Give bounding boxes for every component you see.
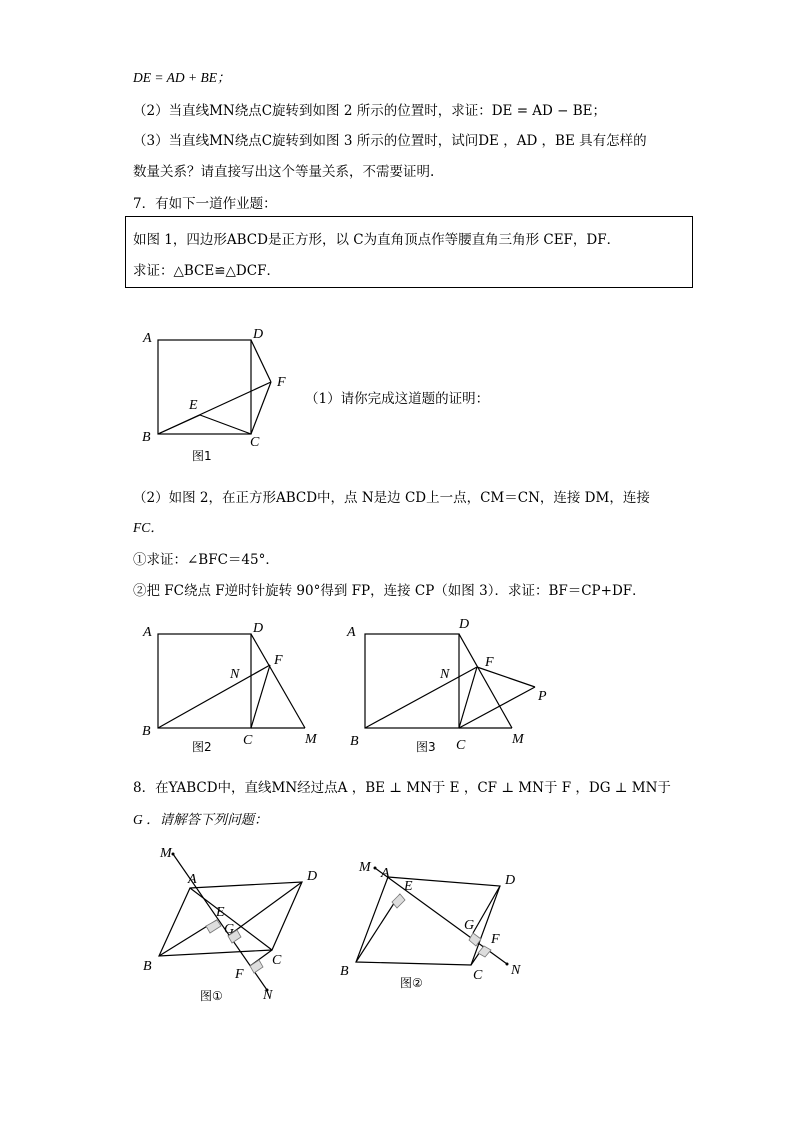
fig3-label-d: D	[459, 617, 470, 632]
fig5-label-c: C	[473, 968, 483, 983]
figure-5	[335, 840, 535, 995]
fig5-right-angle-f	[478, 946, 491, 957]
fig2-label-d: D	[253, 621, 264, 636]
problem-box	[125, 216, 693, 288]
fig3-caption: 图3	[416, 740, 436, 754]
fig5-label-n: N	[511, 963, 521, 978]
part-2-line-1: （2）如图 2，在正方形ABCD中，点 N是边 CD上一点，CM＝CN，连接 DM，连接	[133, 490, 650, 506]
fig4-label-n: N	[263, 988, 273, 1003]
problem-box-line-1: 如图 1，四边形ABCD是正方形，以 C为直角顶点作等腰直角三角形 CEF，DF．	[133, 232, 621, 248]
fig2-label-a: A	[143, 625, 152, 640]
part-1-text: （1）请你完成这道题的证明：	[305, 391, 490, 407]
fig5-parallelogram	[356, 877, 500, 965]
fig4-label-e: E	[216, 905, 225, 920]
fig1-label-b: B	[142, 430, 151, 445]
part-2-line-2: FC．	[133, 520, 164, 535]
fig4-label-d: D	[307, 869, 318, 884]
fig5-caption: 图②	[400, 976, 423, 990]
fig5-label-a: A	[381, 866, 390, 881]
fig3-label-f: F	[485, 655, 494, 670]
fig5-label-e: E	[404, 879, 413, 894]
fig5-label-m: M	[359, 860, 371, 875]
fig4-label-c: C	[272, 953, 282, 968]
problem-box-line-2: 求证：△BCE≌△DCF．	[133, 263, 280, 279]
fig4-right-angle-f	[250, 960, 263, 973]
fig2-caption: 图2	[192, 740, 212, 754]
text-line-4: 数量关系？请直接写出这个等量关系，不需要证明.	[133, 164, 435, 180]
text-line-3: （3）当直线MN绕点C旋转到如图 3 所示的位置时，试问DE ，AD ，BE 具有怎样的	[133, 133, 647, 149]
fig3-label-n: N	[440, 667, 450, 682]
fig3-label-c: C	[456, 738, 466, 753]
fig3-label-b: B	[350, 734, 359, 749]
fig5-right-angle-e	[392, 894, 405, 908]
fig2-label-n: N	[230, 667, 240, 682]
question-7-title: 7．有如下一道作业题：	[133, 196, 277, 212]
fig5-label-f: F	[491, 932, 500, 947]
fig4-label-m: M	[160, 846, 172, 861]
fig2-label-b: B	[142, 724, 151, 739]
figure-2	[130, 612, 330, 757]
fig3-label-m: M	[512, 732, 524, 747]
fig3-label-a: A	[347, 625, 356, 640]
fig1-square	[158, 340, 251, 434]
fig1-caption: 图1	[192, 449, 212, 463]
fig4-label-g: G	[224, 922, 235, 937]
question-8-line-2: G ．请解答下列问题：	[133, 812, 268, 827]
fig2-label-m: M	[305, 732, 317, 747]
text-line-1: DE = AD + BE；	[133, 70, 231, 85]
fig4-right-angle-e	[206, 920, 221, 933]
fig4-label-f: F	[235, 967, 244, 982]
part-2-item-2: ②把 FC绕点 F逆时针旋转 90°得到 FP，连接 CP（如图 3）．求证：BF＝CP+DF．	[133, 583, 646, 599]
figure-3	[340, 612, 570, 757]
fig2-label-f: F	[274, 653, 283, 668]
fig1-label-c: C	[250, 435, 260, 450]
fig5-label-d: D	[505, 873, 516, 888]
fig1-label-a: A	[143, 331, 152, 346]
fig1-label-f: F	[277, 375, 286, 390]
part-2-item-1: ①求证：∠BFC＝45°．	[133, 552, 279, 568]
fig4-label-a: A	[188, 872, 197, 887]
figure-1	[130, 318, 300, 468]
fig4-label-b: B	[143, 959, 152, 974]
question-8-line-1: 8．在YABCD中，直线MN经过点A ，BE ⊥ MN于 E ，CF ⊥ MN于 F ，DG ⊥ MN于	[133, 780, 671, 796]
fig3-label-p: P	[538, 689, 547, 704]
fig1-label-d: D	[253, 327, 264, 342]
fig5-label-g: G	[464, 918, 475, 933]
fig2-label-c: C	[243, 733, 253, 748]
figure-4	[135, 840, 335, 1010]
fig1-label-e: E	[189, 398, 198, 413]
text-line-2: （2）当直线MN绕点C旋转到如图 2 所示的位置时，求证：DE = AD − BE；	[133, 103, 607, 119]
fig4-caption: 图①	[200, 989, 223, 1003]
fig5-label-b: B	[340, 964, 349, 979]
